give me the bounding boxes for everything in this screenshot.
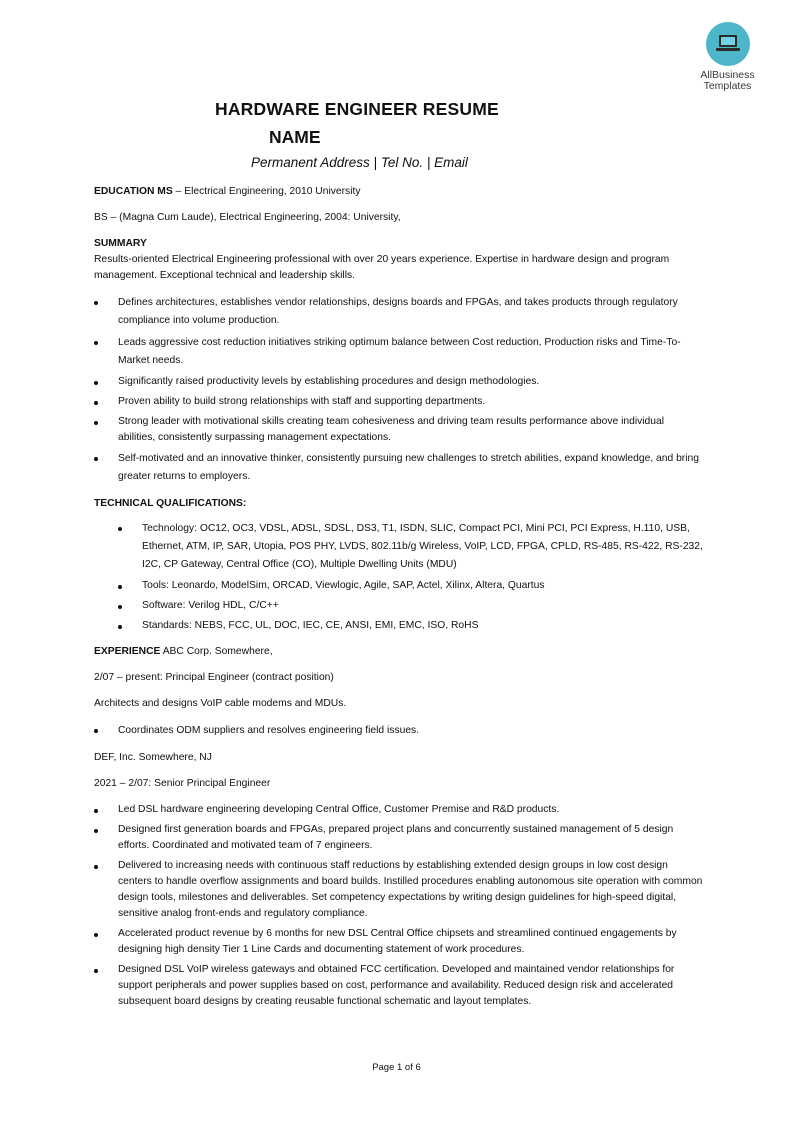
- summary-heading: SUMMARY: [94, 238, 147, 249]
- allbusiness-templates-logo: [690, 22, 765, 94]
- list-item: Self-motivated and an innovative thinker, consistently pursuing new challenges to stretch abilities, expand knowledge, and bring greater returns to employers.: [94, 450, 704, 486]
- summary-text: Results-oriented Electrical Engineering professional with over 20 years experience. Expertise in hardware design and program management. Exceptional technical and leadership skills.: [94, 254, 670, 281]
- list-item: Software: Verilog HDL, C/C++: [118, 598, 704, 614]
- technical-heading: TECHNICAL QUALIFICATIONS:: [94, 498, 247, 509]
- experience2-list: [94, 802, 704, 1010]
- list-item: Accelerated product revenue by 6 months for new DSL Central Office chipsets and streamlined continued engagements by designing high density Tier 1 Line Cards and documenting statement of work procedures.: [94, 926, 704, 958]
- list-item: Significantly raised productivity levels by establishing procedures and design methodologies.: [94, 374, 704, 390]
- page-number: Page 1 of 6: [372, 1062, 421, 1073]
- list-item: Designed DSL VoIP wireless gateways and obtained FCC certification. Developed and maintained vendor relationships for support peripherals and power supplies based on cost, performance and availability. Reduced design risk and accelerated subsequent board designs by creating reusable functional schematic and layout templates.: [94, 962, 704, 1010]
- list-item: Technology: OC12, OC3, VDSL, ADSL, SDSL, DS3, T1, ISDN, SLIC, Compact PCI, Mini PCI, PCI Express, H.110, USB, Ethernet, ATM, IP, SAR, Utopia, POS PHY, LVDS, 802.11b/g Wireless, VoIP, LCD, FPGA, CPLD, RS-485, RS-422, RS-232, I2C, CP Gateway, Central Office (CO), Multiple Dwelling Units (MDU): [118, 520, 704, 574]
- experience-role1: 2/07 – present: Principal Engineer (contract position): [94, 672, 334, 683]
- education-bs: BS – (Magna Cum Laude), Electrical Engineering, 2004: University,: [94, 212, 401, 223]
- list-item: Leads aggressive cost reduction initiatives striking optimum balance between Cost reduction, Production risks and Time-To-Market needs.: [94, 334, 704, 370]
- experience-desc1: Architects and designs VoIP cable modems and MDUs.: [94, 698, 347, 709]
- education-ms: [94, 184, 704, 200]
- logo-text-line1: AllBusiness: [700, 69, 755, 81]
- education-ms-text: – Electrical Engineering, 2010 University: [175, 186, 361, 197]
- technical-list: [118, 520, 704, 634]
- list-item: Designed first generation boards and FPGAs, prepared project plans and concurrently sustained management of 5 design efforts. Coordinated and motivated team of 7 engineers.: [94, 822, 704, 854]
- company1-text: ABC Corp. Somewhere,: [162, 646, 273, 657]
- resume-body: [94, 184, 704, 1020]
- list-item: Delivered to increasing needs with continuous staff reductions by establishing extended design groups in low cost design centers to handle overflow assignments and board builds. Instilled procedures enabling autonomous site operation with common design tools, milestones and deliverables. Set competency expectations by writing design guidelines for high-speed digital, sensitive analog front-ends and regulatory compliance.: [94, 858, 704, 922]
- logo-text-line2: Templates: [703, 80, 752, 92]
- contact-line: Permanent Address | Tel No. | Email: [251, 155, 468, 170]
- experience1-list: [94, 722, 704, 740]
- experience-role2: 2021 – 2/07: Senior Principal Engineer: [94, 778, 271, 789]
- list-item: Coordinates ODM suppliers and resolves engineering field issues.: [94, 722, 704, 740]
- education-label: EDUCATION MS: [94, 186, 173, 197]
- experience-company1: [94, 644, 704, 660]
- experience-label: EXPERIENCE: [94, 646, 161, 657]
- resume-title: HARDWARE ENGINEER RESUME: [215, 99, 499, 119]
- list-item: Defines architectures, establishes vendor relationships, designs boards and FPGAs, and takes products through regulatory compliance into volume production.: [94, 294, 704, 330]
- list-item: Tools: Leonardo, ModelSim, ORCAD, Viewlogic, Agile, SAP, Actel, Xilinx, Altera, Quartus: [118, 578, 704, 594]
- laptop-icon: [706, 22, 750, 66]
- summary-list: [94, 294, 704, 486]
- experience-company2: DEF, Inc. Somewhere, NJ: [94, 752, 212, 763]
- list-item: Led DSL hardware engineering developing Central Office, Customer Premise and R&D products.: [94, 802, 704, 818]
- list-item: Standards: NEBS, FCC, UL, DOC, IEC, CE, ANSI, EMI, EMC, ISO, RoHS: [118, 618, 704, 634]
- list-item: Proven ability to build strong relationships with staff and supporting departments.: [94, 394, 704, 410]
- resume-name: NAME: [269, 127, 321, 147]
- list-item: Strong leader with motivational skills creating team cohesiveness and driving team results performance above individual abilities, consistently surpassing management expectations.: [94, 414, 704, 446]
